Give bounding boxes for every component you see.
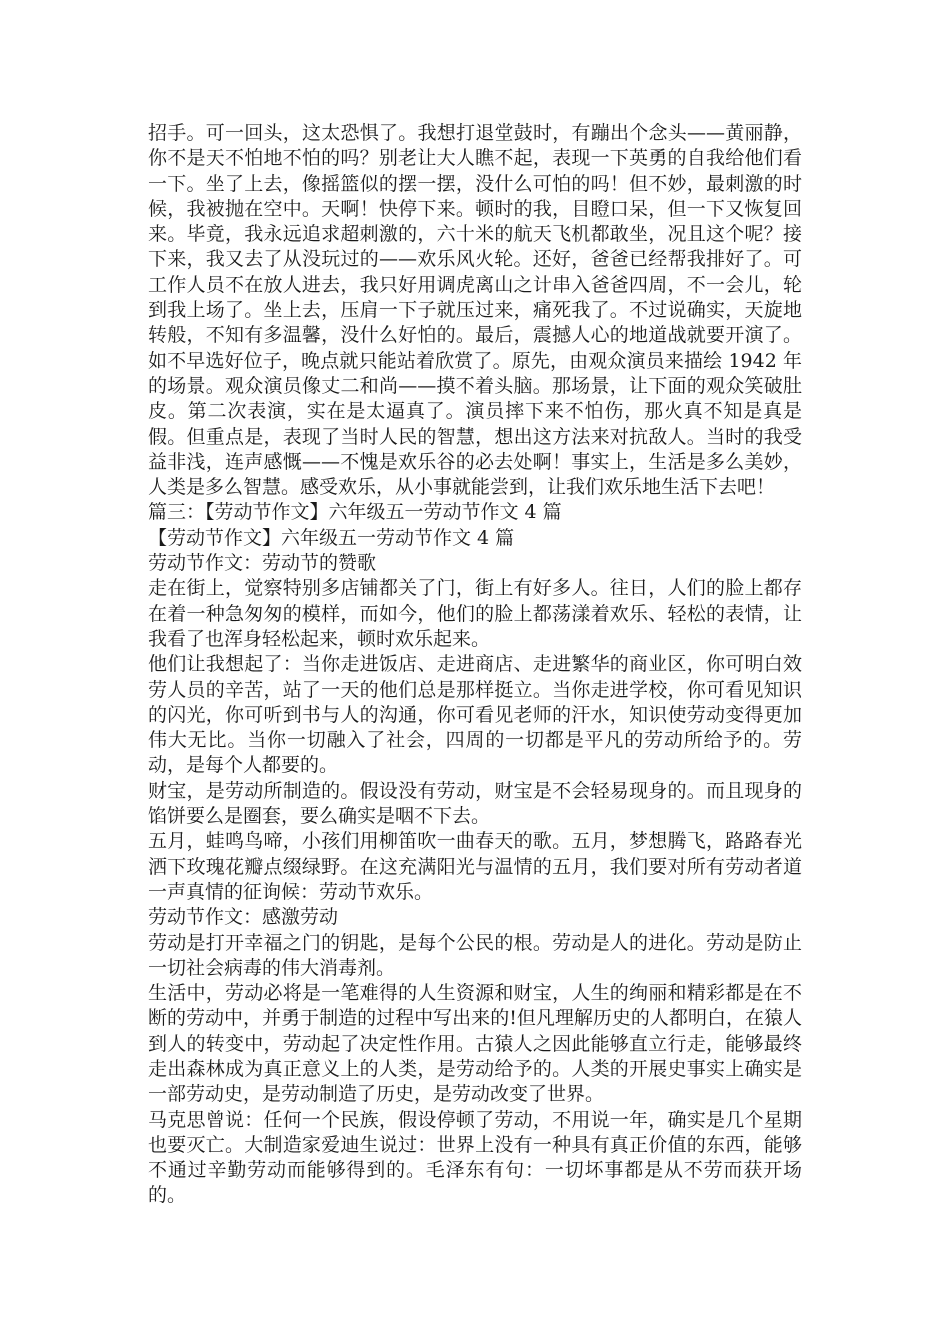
- paragraph-quotes: 马克思曾说：任何一个民族，假设停顿了劳动，不用说一年，确实是几个星期也要灭亡。大制造家爱迪生说过：世界上没有一种具有真正价值的东西，能够不通过辛勤劳动而能够得到的。毛泽东有句：一切坏事都是从不劳而获开场的。: [148, 1108, 802, 1207]
- article-title: 【劳动节作文】六年级五一劳动节作文 4 篇: [148, 526, 515, 549]
- document-page: [148, 121, 802, 1209]
- essay-subtitle-gratitude: 劳动节作文：感激劳动: [148, 906, 339, 929]
- paragraph-wealth: 财宝，是劳动所制造的。假设没有劳动，财宝是不会轻易现身的。而且现身的馅饼要么是圈套，要么确实是咽不下去。: [148, 779, 802, 828]
- essay-subtitle-praise: 劳动节作文：劳动节的赞歌: [148, 552, 377, 575]
- paragraph-may: 五月，蛙鸣鸟啼，小孩们用柳笛吹一曲春天的歌。五月，梦想腾飞，路路春光洒下玫瑰花瓣点缀绿野。在这充满阳光与温情的五月，我们要对所有劳动者道一声真情的征询候：劳动节欢乐。: [148, 830, 802, 903]
- paragraph-reminder: 他们让我想起了：当你走进饭店、走进商店、走进繁华的商业区，你可明白效劳人员的辛苦，站了一天的他们总是那样挺立。当你走进学校，你可看见知识的闪光，你可听到书与人的沟通，你可看见老师的汗水，知识使劳动变得更加伟大无比。当你一切融入了社会，四周的一切都是平凡的劳动所给予的。劳动，是每个人都要的。: [148, 653, 802, 777]
- paragraph-life-labor: 生活中，劳动必将是一笔难得的人生资源和财宝，人生的绚丽和精彩都是在不断的劳动中，并勇于制造的过程中写出来的!但凡理解历史的人都明白，在猿人到人的转变中，劳动起了决定性作用。古猿人之因此能够直立行走，能够最终走出森林成为真正意义上的人类，是劳动给予的。人类的开展史事实上确实是一部劳动史，是劳动制造了历史，是劳动改变了世界。: [148, 982, 802, 1106]
- paragraph-street: 走在街上，觉察特别多店铺都关了门，街上有好多人。往日，人们的脸上都存在着一种急匆匆的模样，而如今，他们的脸上都荡漾着欢乐、轻松的表情，让我看了也浑身轻松起来，顿时欢乐起来。: [148, 577, 802, 650]
- paragraph-story-ending: 招手。可一回头，这太恐惧了。我想打退堂鼓时，有蹦出个念头——黄丽静，你不是天不怕地不怕的吗？别老让大人瞧不起，表现一下英勇的自我给他们看一下。坐了上去，像摇篮似的摆一摆，没什么可怕的吗！但不妙，最刺激的时候，我被抛在空中。天啊！快停下来。顿时的我，目瞪口呆，但一下又恢复回来。毕竟，我永远追求超刺激的，六十米的航天飞机都敢坐，况且这个呢？接下来，我又去了从没玩过的——欢乐风火轮。还好，爸爸已经帮我排好了。可工作人员不在放人进去，我只好用调虎离山之计串入爸爸四周，不一会儿，轮到我上场了。坐上去，压肩一下子就压过来，痛死我了。不过说确实，天旋地转般，不知有多温馨，没什么好怕的。最后，震撼人心的地道战就要开演了。如不早选好位子，晚点就只能站着欣赏了。原先，由观众演员来描绘 1942 年的场景。观众演员像丈二和尚——摸不着头脑。那场景，让下面的观众笑破肚皮。第二次表演，实在是太逼真了。演员摔下来不怕伤，那火真不知是真是假。但重点是，表现了当时人民的智慧，想出这方法来对抗敌人。当时的我受益非浅，连声感慨——不愧是欢乐谷的必去处啊！事实上，生活是多么美妙，人类是多么智慧。感受欢乐，从小事就能尝到，让我们欢乐地生活下去吧！: [148, 122, 802, 499]
- paragraph-key-to-happiness: 劳动是打开幸福之门的钥匙，是每个公民的根。劳动是人的进化。劳动是防止一切社会病毒的伟大消毒剂。: [148, 931, 802, 979]
- section-heading-part-three: 篇三：【劳动节作文】六年级五一劳动节作文 4 篇: [148, 501, 562, 524]
